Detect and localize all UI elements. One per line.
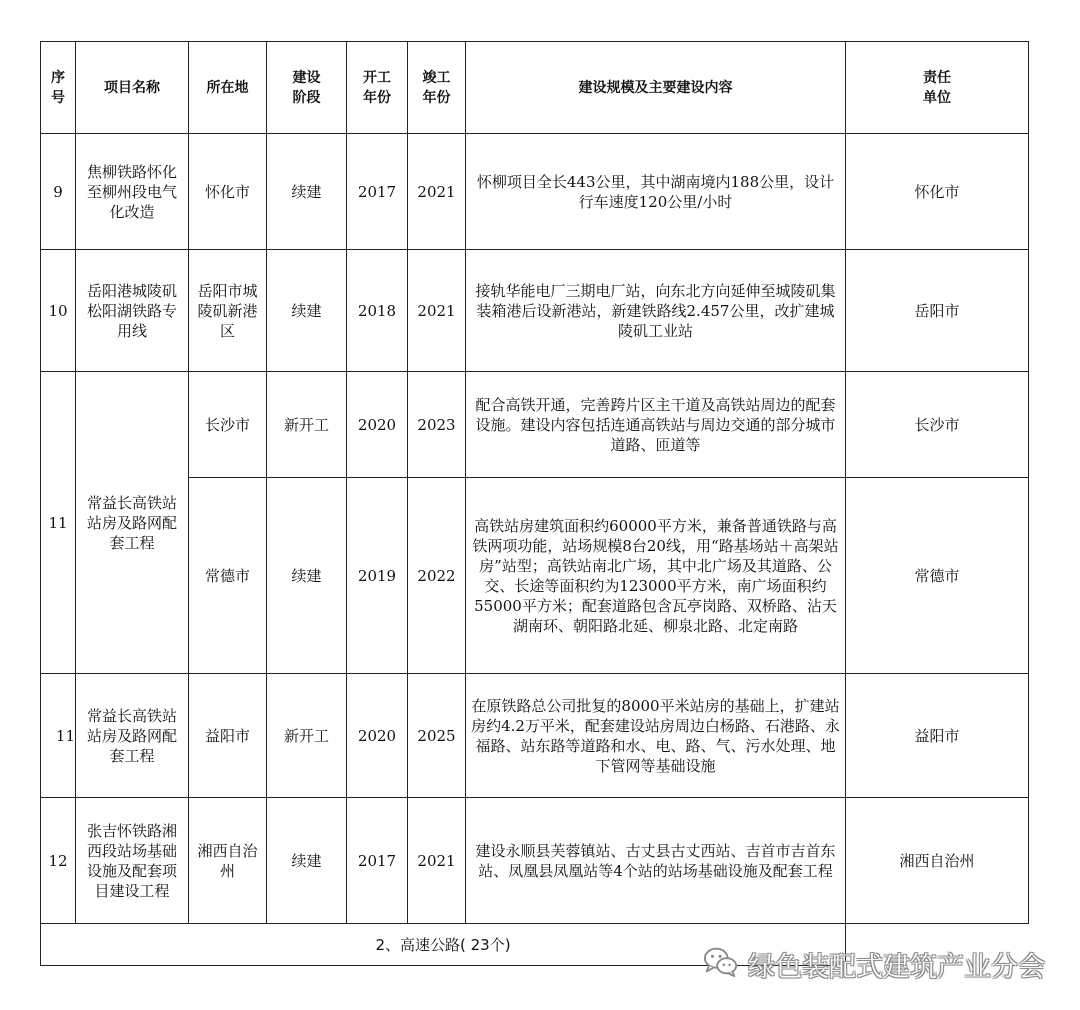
header-content: 建设规模及主要建设内容 <box>466 42 846 134</box>
row-content: 怀柳项目全长443公里，其中湖南境内188公里，设计行车速度120公里/小时 <box>466 134 846 250</box>
row-seq: 9 <box>41 134 76 250</box>
row-location: 湘西自治州 <box>189 798 267 924</box>
header-unit: 责任单位 <box>846 42 1029 134</box>
header-location: 所在地 <box>189 42 267 134</box>
table-row <box>41 478 1029 674</box>
row-seq: 11 <box>41 372 76 674</box>
row-start: 2020 <box>347 674 408 798</box>
table-row <box>41 372 1029 478</box>
row-end: 2021 <box>408 134 466 250</box>
row-start: 2017 <box>347 798 408 924</box>
project-table <box>40 41 1029 966</box>
row-unit: 益阳市 <box>846 674 1029 798</box>
row-unit: 怀化市 <box>846 134 1029 250</box>
row-end: 2022 <box>408 478 466 674</box>
row-stage: 新开工 <box>267 372 347 478</box>
row-start: 2020 <box>347 372 408 478</box>
table-header-row <box>41 42 1029 134</box>
row-stage: 续建 <box>267 134 347 250</box>
header-seq: 序号 <box>41 42 76 134</box>
row-end: 2021 <box>408 250 466 372</box>
row-location: 岳阳市城陵矶新港区 <box>189 250 267 372</box>
row-end: 2025 <box>408 674 466 798</box>
row-stage: 新开工 <box>267 674 347 798</box>
row-unit: 长沙市 <box>846 372 1029 478</box>
row-location: 常德市 <box>189 478 267 674</box>
row-name: 常益长高铁站站房及路网配套工程 <box>76 372 189 674</box>
section-title: 2、高速公路( 23个) <box>41 924 846 966</box>
row-stage: 续建 <box>267 798 347 924</box>
row-unit: 常德市 <box>846 478 1029 674</box>
row-start: 2017 <box>347 134 408 250</box>
row-name: 焦柳铁路怀化至柳州段电气化改造 <box>76 134 189 250</box>
row-content: 在原铁路总公司批复的8000平米站房的基础上，扩建站房约4.2万平米，配套建设站房周边白杨路、石港路、永福路、站东路等道路和水、电、路、气、污水处理、地下管网等基础设施 <box>466 674 846 798</box>
row-seq: 10 <box>41 250 76 372</box>
row-content: 建设永顺县芙蓉镇站、古丈县古丈西站、吉首市吉首东站、凤凰县凤凰站等4个站的站场基础设施及配套工程 <box>466 798 846 924</box>
row-location: 益阳市 <box>189 674 267 798</box>
header-start: 开工年份 <box>347 42 408 134</box>
watermark <box>702 944 1045 984</box>
watermark-text: 绿色装配式建筑产业分会 <box>748 951 1045 983</box>
row-name: 常益长高铁站站房及路网配套工程 <box>76 674 189 798</box>
header-end: 竣工年份 <box>408 42 466 134</box>
row-end: 2023 <box>408 372 466 478</box>
row-location: 长沙市 <box>189 372 267 478</box>
row-location: 怀化市 <box>189 134 267 250</box>
row-content: 高铁站房建筑面积约60000平方米，兼备普通铁路与高铁两项功能，站场规模8台20线，用“路基场站＋高架站房”站型；高铁站南北广场，其中北广场及其道路、公交、长途等面积约为123000平方米，南广场面积约55000平方米；配套道路包含瓦亭岗路、双桥路、沾天湖南环、朝阳路北延、柳泉北路、北定南路 <box>466 478 846 674</box>
row-seq: 11 <box>41 674 76 798</box>
row-stage: 续建 <box>267 478 347 674</box>
header-stage: 建设阶段 <box>267 42 347 134</box>
row-end: 2021 <box>408 798 466 924</box>
table-row <box>41 250 1029 372</box>
wechat-icon <box>702 944 740 984</box>
row-name: 岳阳港城陵矶松阳湖铁路专用线 <box>76 250 189 372</box>
row-unit: 湘西自治州 <box>846 798 1029 924</box>
row-name: 张吉怀铁路湘西段站场基础设施及配套项目建设工程 <box>76 798 189 924</box>
row-start: 2019 <box>347 478 408 674</box>
table-row <box>41 798 1029 924</box>
row-content: 配合高铁开通，完善跨片区主干道及高铁站周边的配套设施。建设内容包括连通高铁站与周边交通的部分城市道路、匝道等 <box>466 372 846 478</box>
table-row <box>41 674 1029 798</box>
row-stage: 续建 <box>267 250 347 372</box>
header-name: 项目名称 <box>76 42 189 134</box>
row-start: 2018 <box>347 250 408 372</box>
table-row <box>41 134 1029 250</box>
row-content: 接轨华能电厂三期电厂站，向东北方向延伸至城陵矶集装箱港后设新港站，新建铁路线2.457公里，改扩建城陵矶工业站 <box>466 250 846 372</box>
row-unit: 岳阳市 <box>846 250 1029 372</box>
row-seq: 12 <box>41 798 76 924</box>
